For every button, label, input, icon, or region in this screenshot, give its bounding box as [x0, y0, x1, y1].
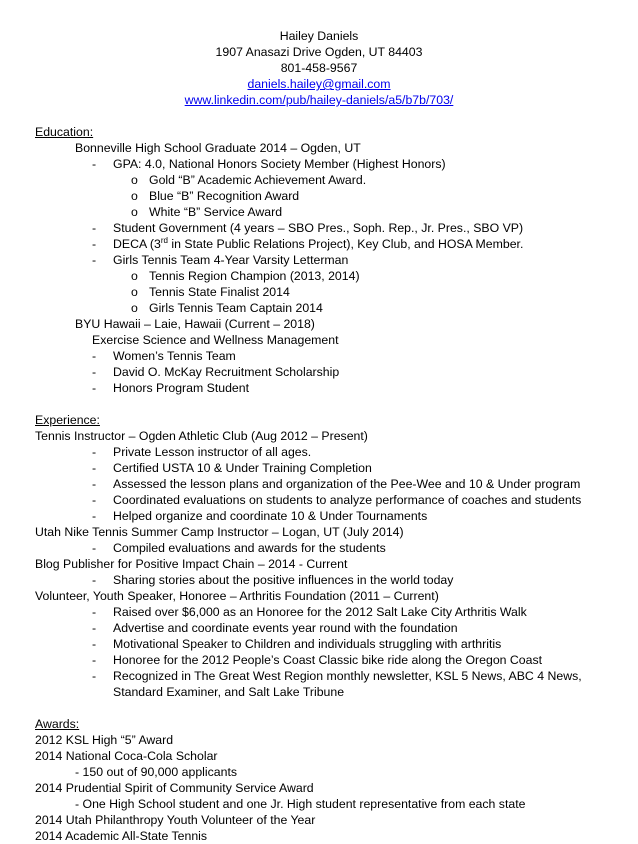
bullet-circle: o: [131, 173, 138, 187]
resume-name: Hailey Daniels: [279, 29, 359, 43]
gpa-sub-item: Blue “B” Recognition Award: [149, 189, 300, 203]
bullet-dash: -: [92, 461, 97, 475]
school1-title: Bonneville High School Graduate 2014 – Ogden, UT: [75, 141, 361, 155]
deca-superscript: rd: [160, 235, 168, 245]
bullet-dash: -: [92, 509, 97, 523]
job4-item: Motivational Speaker to Children and individuals struggling with arthritis: [113, 637, 502, 651]
job1-item: Private Lesson instructor of all ages.: [113, 445, 312, 459]
school2-major: Exercise Science and Wellness Management: [92, 333, 339, 347]
job1-title: Tennis Instructor – Ogden Athletic Club (Aug 2012 – Present): [35, 429, 368, 443]
gpa-item: GPA: 4.0, National Honors Society Member (Highest Honors): [113, 157, 446, 171]
bullet-dash: -: [92, 253, 97, 267]
bullet-dash: -: [92, 541, 97, 555]
bullet-dash: -: [92, 669, 97, 683]
bullet-circle: o: [131, 285, 138, 299]
gpa-sub-item: White “B” Service Award: [149, 205, 283, 219]
job4-item: Honoree for the 2012 People’s Coast Classic bike ride along the Oregon Coast: [113, 653, 543, 667]
school2-item: David O. McKay Recruitment Scholarship: [113, 365, 340, 379]
job2-title: Utah Nike Tennis Summer Camp Instructor – Logan, UT (July 2014): [35, 525, 404, 539]
resume-address: 1907 Anasazi Drive Ogden, UT 84403: [215, 45, 423, 59]
bullet-dash: -: [92, 365, 97, 379]
bullet-dash: -: [92, 653, 97, 667]
deca-text-pre: DECA (3: [113, 237, 161, 251]
bullet-dash: -: [92, 493, 97, 507]
experience-heading: Experience:: [35, 413, 100, 427]
bullet-circle: o: [131, 189, 138, 203]
bullet-dash: -: [92, 637, 97, 651]
linkedin-line: [0, 92, 638, 108]
school2-title: BYU Hawaii – Laie, Hawaii (Current – 2018): [75, 317, 315, 331]
student-gov-item: Student Government (4 years – SBO Pres., Soph. Rep., Jr. Pres., SBO VP): [113, 221, 524, 235]
job4-item: Raised over $6,000 as an Honoree for the 2012 Salt Lake City Arthritis Walk: [113, 605, 527, 619]
resume-phone: 801-458-9567: [280, 61, 358, 75]
bullet-circle: o: [131, 269, 138, 283]
bullet-dash: -: [92, 605, 97, 619]
linkedin-link[interactable]: www.linkedin.com/pub/hailey-daniels/a5/b7b/703/: [184, 93, 454, 107]
email-line: [0, 76, 638, 92]
job1-item: Certified USTA 10 & Under Training Completion: [113, 461, 372, 475]
deca-text-post: in State Public Relations Project), Key Club, and HOSA Member.: [167, 237, 524, 251]
tennis-sub-item: Girls Tennis Team Captain 2014: [149, 301, 323, 315]
bullet-dash: -: [92, 157, 97, 171]
award-item: 2014 Academic All-State Tennis: [35, 829, 208, 843]
job1-item: Assessed the lesson plans and organization of the Pee-Wee and 10 & Under program: [113, 477, 581, 491]
bullet-circle: o: [131, 301, 138, 315]
job4-item: Advertise and coordinate events year round with the foundation: [113, 621, 458, 635]
bullet-dash: -: [92, 621, 97, 635]
awards-heading: Awards:: [35, 717, 80, 731]
school2-item: Honors Program Student: [113, 381, 250, 395]
award-item: 2014 National Coca-Cola Scholar: [35, 749, 218, 763]
bullet-dash: -: [92, 445, 97, 459]
bullet-dash: -: [92, 573, 97, 587]
job3-item: Sharing stories about the positive influences in the world today: [113, 573, 454, 587]
bullet-dash: -: [92, 477, 97, 491]
bullet-circle: o: [131, 205, 138, 219]
email-link[interactable]: daniels.hailey@gmail.com: [247, 77, 391, 91]
education-heading: Education:: [35, 125, 94, 139]
award-sub-item: - 150 out of 90,000 applicants: [75, 765, 238, 779]
award-sub-item: - One High School student and one Jr. High student representative from each state: [75, 797, 526, 811]
job4-item: Recognized in The Great West Region monthly newsletter, KSL 5 News, ABC 4 News,: [113, 669, 582, 683]
school2-item: Women’s Tennis Team: [113, 349, 236, 363]
award-item: 2014 Prudential Spirit of Community Service Award: [35, 781, 314, 795]
gpa-sub-item: Gold “B” Academic Achievement Award.: [149, 173, 367, 187]
tennis-sub-item: Tennis Region Champion (2013, 2014): [149, 269, 360, 283]
bullet-dash: -: [92, 349, 97, 363]
award-item: 2012 KSL High “5” Award: [35, 733, 174, 747]
tennis-item: Girls Tennis Team 4-Year Varsity Letterman: [113, 253, 349, 267]
bullet-dash: -: [92, 381, 97, 395]
bullet-dash: -: [92, 237, 97, 251]
bullet-dash: -: [92, 221, 97, 235]
job1-item: Coordinated evaluations on students to analyze performance of coaches and students: [113, 493, 582, 507]
job1-item: Helped organize and coordinate 10 & Under Tournaments: [113, 509, 428, 523]
job4-title: Volunteer, Youth Speaker, Honoree – Arthritis Foundation (2011 – Current): [35, 589, 439, 603]
job4-item-continuation: Standard Examiner, and Salt Lake Tribune: [113, 685, 345, 699]
job3-title: Blog Publisher for Positive Impact Chain – 2014 - Current: [35, 557, 348, 571]
tennis-sub-item: Tennis State Finalist 2014: [149, 285, 290, 299]
deca-item: [113, 236, 523, 252]
award-item: 2014 Utah Philanthropy Youth Volunteer of the Year: [35, 813, 316, 827]
job2-item: Compiled evaluations and awards for the students: [113, 541, 386, 555]
